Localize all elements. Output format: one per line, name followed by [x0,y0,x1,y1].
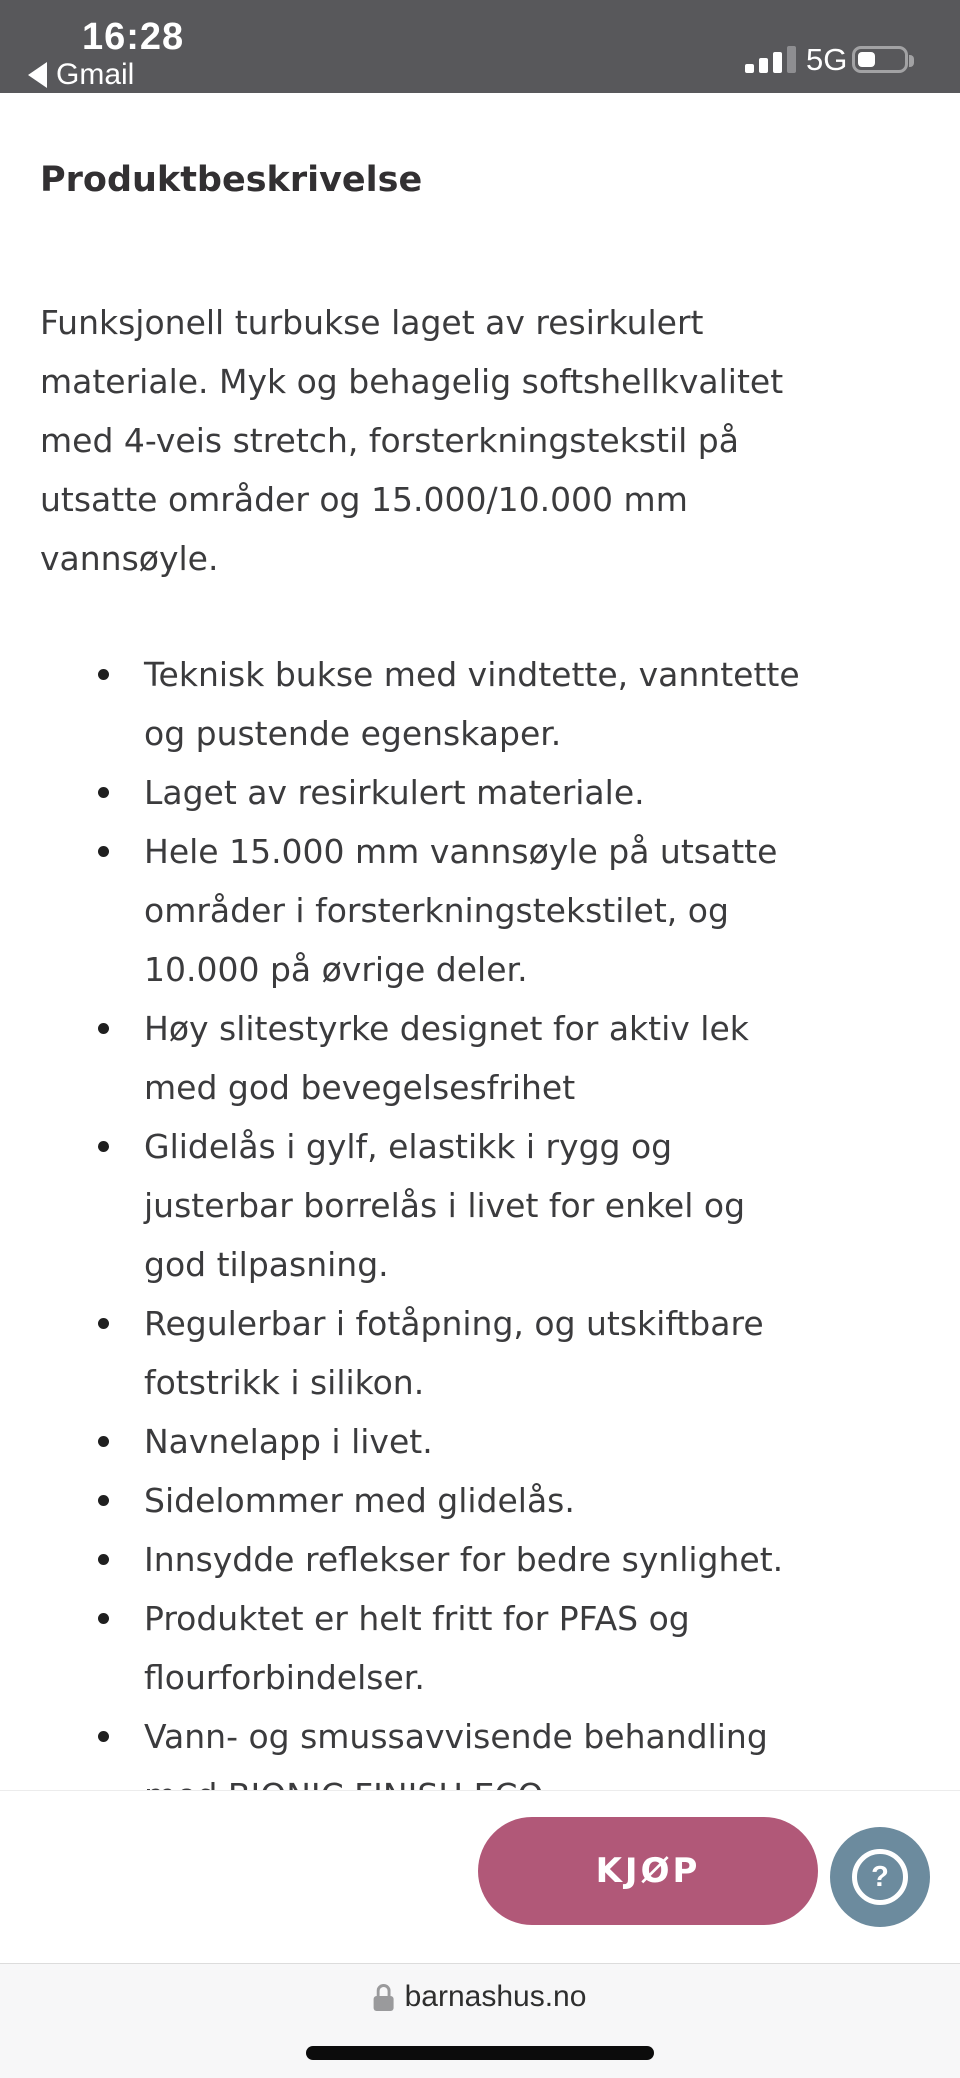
product-description-section [0,93,960,1825]
feature-text-line: Glidelås i gylf, elastikk i rygg og [144,1127,673,1166]
feature-item [0,1412,960,1471]
feature-item [0,1117,960,1294]
feature-text-line: Laget av resirkulert materiale. [144,773,645,812]
buy-button[interactable]: KJØP [478,1817,818,1925]
feature-item [0,1530,960,1589]
network-type-label: 5G [806,42,848,77]
feature-text-line: med god bevegelsesfrihet [144,1068,576,1107]
feature-text-line: 10.000 på øvrige deler. [144,950,528,989]
product-intro [40,293,920,588]
back-chevron-icon [28,62,47,88]
feature-text-line: justerbar borrelås i livet for enkel og [144,1186,746,1225]
home-indicator[interactable] [306,2046,654,2060]
status-bar [0,0,960,93]
intro-line: materiale. Myk og behagelig softshellkvalitet [40,362,784,401]
feature-item [0,1471,960,1530]
feature-text-line: Vann- og smussavvisende behandling [144,1717,768,1756]
feature-text-line: Regulerbar i fotåpning, og utskiftbare [144,1304,764,1343]
intro-line: Funksjonell turbukse laget av resirkulert [40,303,704,342]
intro-line: med 4-veis stretch, forsterkningstekstil på [40,421,739,460]
feature-item [0,1589,960,1707]
feature-text-line: Navnelapp i livet. [144,1422,433,1461]
feature-text-line: og pustende egenskaper. [144,714,562,753]
battery-icon [852,46,908,73]
address-bar[interactable] [374,1980,587,2014]
feature-text-line: Innsydde reflekser for bedre synlighet. [144,1540,784,1579]
feature-item [0,1294,960,1412]
feature-text-line: fotstrikk i silikon. [144,1363,425,1402]
feature-item [0,763,960,822]
intro-line: utsatte områder og 15.000/10.000 mm [40,480,688,519]
section-title: Produktbeskrivelse [40,160,423,200]
lock-icon [374,1984,394,2011]
feature-text-line: Høy slitestyrke designet for aktiv lek [144,1009,749,1048]
question-mark-icon: ? [852,1849,908,1905]
feature-list [0,645,960,1825]
feature-item [0,645,960,763]
feature-text-line: Teknisk bukse med vindtette, vanntette [144,655,800,694]
feature-item [0,999,960,1117]
browser-bar [0,1963,960,2078]
feature-text-line: områder i forsterkningstekstilet, og [144,891,729,930]
feature-text-line: Sidelommer med glidelås. [144,1481,575,1520]
feature-text-line: flourforbindelser. [144,1658,425,1697]
help-button[interactable] [830,1827,930,1927]
feature-item [0,822,960,999]
clock: 16:28 [82,16,185,58]
back-to-app-button[interactable] [28,58,134,92]
intro-line: vannsøyle. [40,539,219,578]
feature-text-line: Hele 15.000 mm vannsøyle på utsatte [144,832,778,871]
feature-text-line: Produktet er helt fritt for PFAS og [144,1599,690,1638]
feature-text-line: god tilpasning. [144,1245,389,1284]
domain-label: barnashus.no [404,1980,587,2013]
action-bar [0,1790,960,1963]
back-app-label: Gmail [56,58,135,91]
cellular-signal-icon [745,46,796,73]
